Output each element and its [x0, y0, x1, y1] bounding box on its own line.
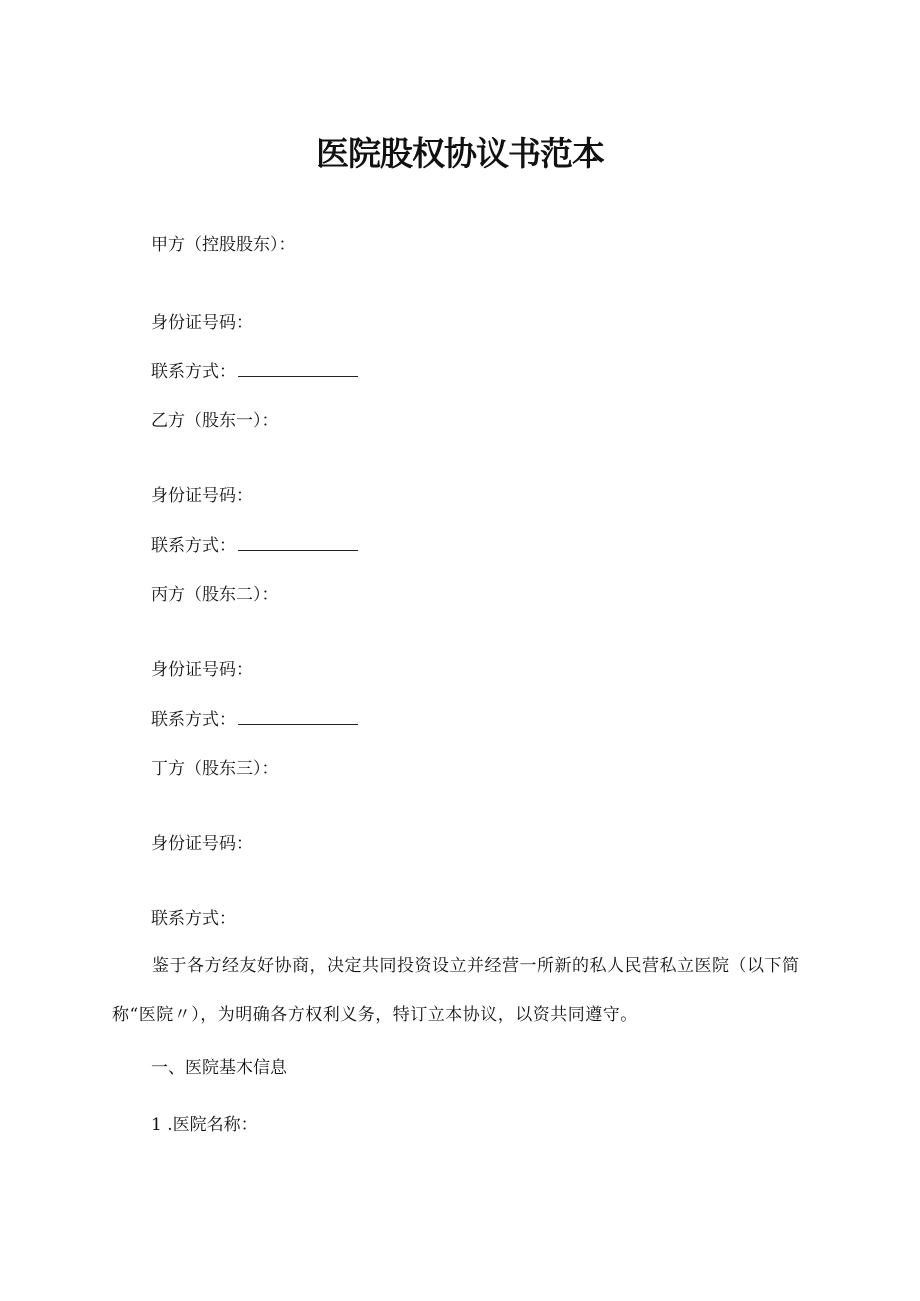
item-1-hospital-name: 1 .医院名称：	[151, 1115, 258, 1135]
party-b-contact	[151, 531, 358, 556]
preamble-paragraph: 鉴于各方经友好协商，决定共同投资设立并经营一所新的私人民营私立医院（以下简称“医院〃），为明确各方权利义务，特订立本协议，以资共同遵守。	[112, 956, 800, 1025]
party-a-name: 甲方（控股股东）：	[151, 235, 296, 255]
section-1-heading: 一、医院基木信息	[151, 1058, 287, 1078]
document-title: 医院股权协议书范本	[316, 134, 604, 173]
party-c-name: 丙方（股东二）：	[151, 585, 279, 605]
party-d-id-label: 身份证号码：	[151, 834, 253, 854]
party-b-id-label: 身份证号码：	[151, 486, 253, 506]
party-c-id-label: 身份证号码：	[151, 660, 253, 680]
contact-label: 联系方式：	[151, 909, 236, 929]
contact-label: 联系方式：	[151, 710, 236, 730]
party-b-name: 乙方（股东一）：	[151, 411, 279, 431]
party-d-name: 丁方（股东三）：	[151, 759, 279, 779]
contact-blank-line	[238, 536, 358, 551]
party-a-id-label: 身份证号码：	[151, 313, 253, 333]
party-c-contact	[151, 705, 358, 730]
party-a-contact	[151, 357, 358, 382]
contact-label: 联系方式：	[151, 362, 236, 382]
contact-label: 联系方式：	[151, 536, 236, 556]
contact-blank-line	[238, 362, 358, 377]
party-d-contact	[151, 904, 236, 929]
contact-blank-line	[238, 710, 358, 725]
